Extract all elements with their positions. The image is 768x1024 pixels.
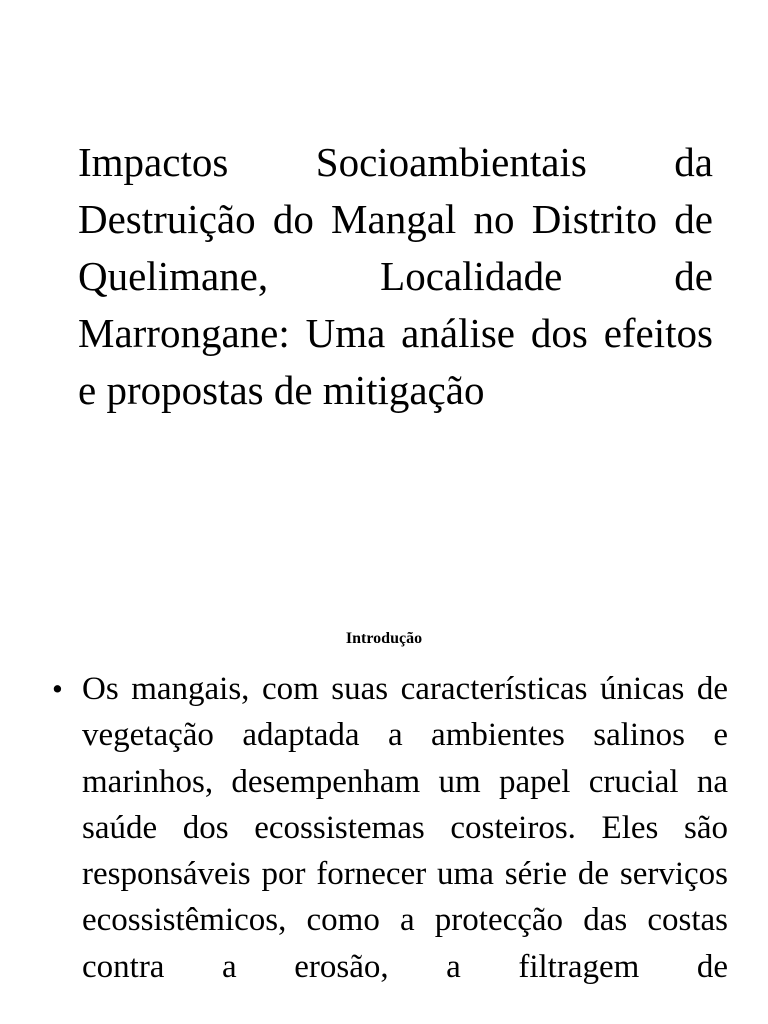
document-title: Impactos Socioambientais da Destruição do Mangal no Distrito de Quelimane, Localidade de Marrongane: Uma análise dos efeitos e propostas de mitigação (78, 139, 713, 413)
bullet-paragraph: Os mangais, com suas características únicas de vegetação adaptada a ambientes salinos e marinhos, desempenham um papel crucial na saúde dos ecossistemas costeiros. Eles são responsáveis por fornecer uma série de serviços ecossistêmicos, como a protecção das costas contra a erosão, a filtragem de (82, 671, 728, 985)
bullet-marker: • (52, 671, 63, 706)
section-heading: Introdução (345, 630, 423, 647)
